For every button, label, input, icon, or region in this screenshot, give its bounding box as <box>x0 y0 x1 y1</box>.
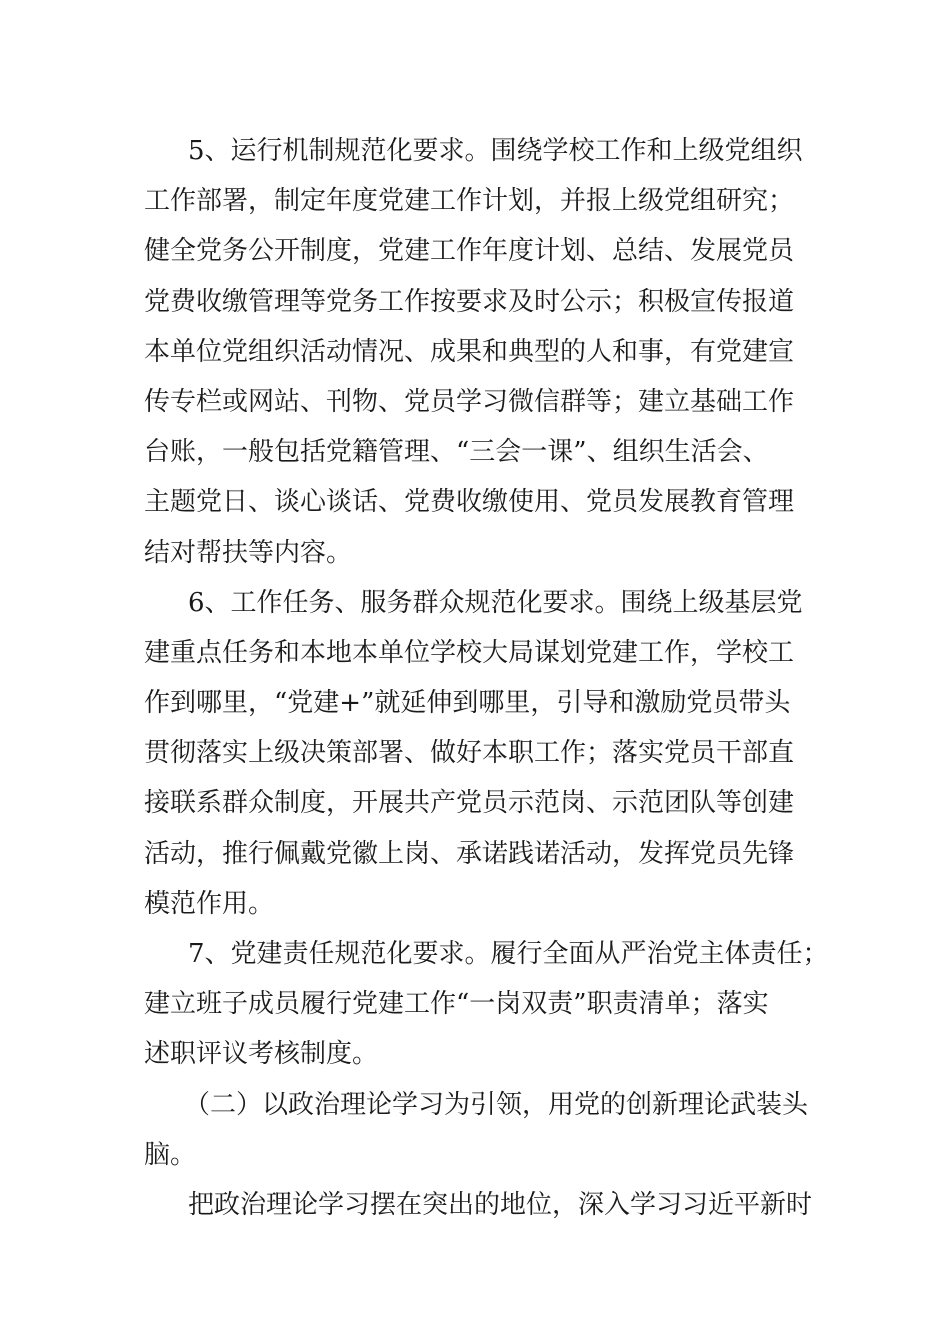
text-line: 模范作用。 <box>144 888 275 919</box>
text-line: 7、党建责任规范化要求。履行全面从严治党主体责任； <box>188 939 829 969</box>
text-line: 传专栏或网站、刊物、党员学习微信群等；建立基础工作 <box>144 386 795 417</box>
text-line: 把政治理论学习摆在突出的地位，深入学习习近平新时 <box>188 1189 813 1220</box>
text-line: 接联系群众制度，开展共产党员示范岗、示范团队等创建 <box>144 788 795 819</box>
text-line: （二）以政治理论学习为引领，用党的创新理论武装头 <box>184 1089 809 1120</box>
text-line: 党费收缴管理等党务工作按要求及时公示；积极宣传报道 <box>144 286 795 317</box>
text-line: 健全党务公开制度，党建工作年度计划、总结、发展党员 <box>144 236 795 267</box>
text-line: 主题党日、谈心谈话、党费收缴使用、党员发展教育管理 <box>144 487 795 518</box>
text-line: 本单位党组织活动情况、成果和典型的人和事，有党建宣 <box>144 336 795 367</box>
text-line: 活动，推行佩戴党徽上岗、承诺践诺活动，发挥党员先锋 <box>144 838 795 869</box>
text-line: 工作部署，制定年度党建工作计划，并报上级党组研究； <box>144 186 795 217</box>
document-body <box>144 126 829 1230</box>
text-line: 脑。 <box>144 1139 197 1170</box>
text-line: 结对帮扶等内容。 <box>144 537 353 568</box>
text-line: 述职评议考核制度。 <box>144 1039 379 1070</box>
text-line: 台账，一般包括党籍管理、“三会一课”、组织生活会、 <box>144 437 769 468</box>
text-line: 建重点任务和本地本单位学校大局谋划党建工作，学校工 <box>144 637 795 668</box>
text-line: 贯彻落实上级决策部署、做好本职工作；落实党员干部直 <box>144 738 795 769</box>
text-line: 6、工作任务、服务群众规范化要求。围绕上级基层党 <box>188 587 803 618</box>
text-line: 建立班子成员履行党建工作“一岗双责”职责清单；落实 <box>144 989 769 1020</box>
text-line: 5、运行机制规范化要求。围绕学校工作和上级党组织 <box>188 136 803 166</box>
text-line: 作到哪里，“党建+”就延伸到哪里，引导和激励党员带头 <box>144 688 791 719</box>
